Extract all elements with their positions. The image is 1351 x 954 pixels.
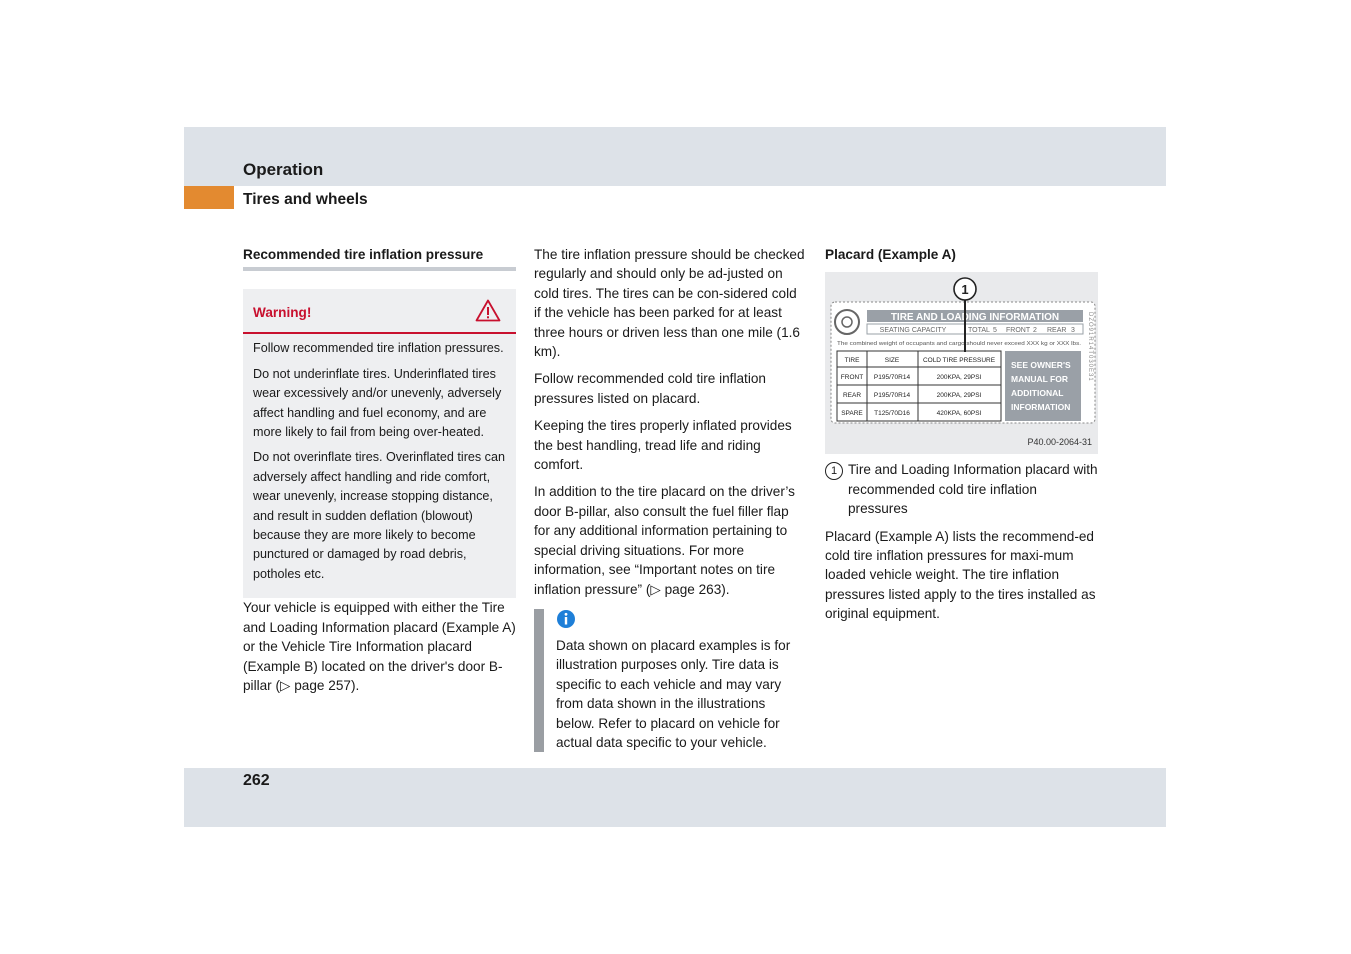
warning-box: [243, 289, 516, 598]
front-value: 2: [1033, 327, 1037, 335]
body-paragraph: Follow recommended cold tire inflation pressures listed on placard.: [534, 371, 766, 406]
warning-body: [243, 334, 516, 598]
table-cell: 200KPA, 29PSI: [936, 374, 982, 382]
body-paragraph: Your vehicle is equipped with either the Tire and Loading Information placard (Example A) or the Vehicle Tire Information placard (Example B) located on the driver's door B-pillar (▷ page 257).: [243, 600, 516, 693]
warning-paragraph: Do not underinflate tires. Underinflated tires wear excessively and/or unevenly, adversely affect handling and fuel economy, and are more likely to fail from being over-heated.: [253, 366, 502, 440]
info-bar: [534, 609, 544, 752]
see-owner-line: SEE OWNER'S: [1011, 360, 1071, 371]
figure-legend: [825, 460, 1098, 518]
placard-figure: [825, 272, 1098, 454]
table-cell: 200KPA, 29PSI: [936, 392, 982, 400]
warning-header: [243, 289, 516, 334]
body-paragraph: In addition to the tire placard on the driver’s door B-pillar, also consult the fuel filler flap for any additional information pertaining to special driving situations. For more information, see “Important notes on tire inflation pressure” (▷ page 263).: [534, 484, 795, 597]
header-band: [184, 127, 1166, 186]
warning-paragraph: Do not overinflate tires. Overinflated tires can adversely affect handling and ride comfort, wear unevenly, increase stopping distance, and result in sudden deflation (blowout) because they are more likely to become punctured or damaged by road debris, potholes etc.: [253, 450, 505, 581]
table-cell: SPARE: [841, 410, 863, 418]
placard-header-text: TIRE AND LOADING INFORMATION: [890, 312, 1060, 324]
see-owner-line: ADDITIONAL: [1011, 388, 1064, 399]
weight-note: The combined weight of occupants and cargo should never exceed XXX kg or XXX lbs.: [837, 341, 1082, 348]
placard-illustration: [825, 272, 1098, 454]
info-note: [534, 609, 807, 752]
table-cell: T125/70D16: [874, 410, 910, 418]
total-value: 5: [993, 327, 997, 335]
table-cell: FRONT: [840, 374, 864, 382]
table-cell: P195/70R14: [873, 374, 911, 382]
warning-title: Warning!: [253, 305, 312, 321]
table-header-size: SIZE: [884, 357, 900, 365]
table-cell: REAR: [842, 392, 862, 400]
callout-number: 1: [961, 282, 969, 298]
see-owner-line: MANUAL FOR: [1011, 374, 1068, 385]
info-text: Data shown on placard examples is for illustration purposes only. Tire data is specific to each vehicle and may vary from data shown in the illustrations below. Refer to placard on vehicle for actual data specific to your vehicle.: [556, 637, 791, 750]
total-label: TOTAL: [968, 327, 990, 335]
column-right: [825, 245, 1098, 632]
table-header-tire: TIRE: [844, 357, 860, 365]
column-left: [243, 245, 516, 703]
warning-paragraph: Follow recommended tire inflation pressures.: [253, 341, 504, 356]
subsection-title: Tires and wheels: [243, 191, 368, 208]
figure-id: P40.00-2064-31: [1027, 437, 1092, 447]
warning-triangle-icon: [475, 299, 501, 322]
table-header-pressure: COLD TIRE PRESSURE: [922, 357, 996, 365]
legend-text: Tire and Loading Information placard with recommended cold tire inflation pressures: [848, 462, 1098, 517]
column-middle: [534, 245, 807, 752]
front-label: FRONT: [1006, 327, 1031, 335]
footer-band: [184, 768, 1166, 827]
rear-label: REAR: [1047, 327, 1067, 335]
body-paragraph: Keeping the tires properly inflated provides the best handling, tread life and riding comfort.: [534, 418, 792, 473]
section-title: Operation: [243, 160, 324, 179]
section-tab-marker: [184, 186, 234, 209]
table-cell: 420KPA, 60PSI: [936, 410, 982, 418]
topic-heading: Recommended tire inflation pressure: [243, 245, 516, 271]
figure-heading: Placard (Example A): [825, 247, 956, 262]
rear-value: 3: [1071, 327, 1075, 335]
body-paragraph: Placard (Example A) lists the recommend-ed cold tire inflation pressures for maxi-mum loaded vehicle weight. The tire inflation pressures listed apply to the tires installed as original equipment.: [825, 528, 1096, 622]
page-number: 262: [243, 772, 270, 789]
body-paragraph: The tire inflation pressure should be checked regularly and should only be ad-justed on cold tires. The tires can be con-sidered cold if the vehicle has been parked for at least three hours or driven less than one mile (1.6 km).: [534, 247, 805, 360]
table-cell: P195/70R14: [873, 392, 911, 400]
side-code: DZO91R14T030E31: [1087, 312, 1093, 383]
see-owner-line: INFORMATION: [1011, 402, 1071, 413]
info-icon: [556, 609, 576, 629]
legend-number: 1: [825, 462, 843, 480]
seating-capacity-label: SEATING CAPACITY: [879, 327, 947, 335]
